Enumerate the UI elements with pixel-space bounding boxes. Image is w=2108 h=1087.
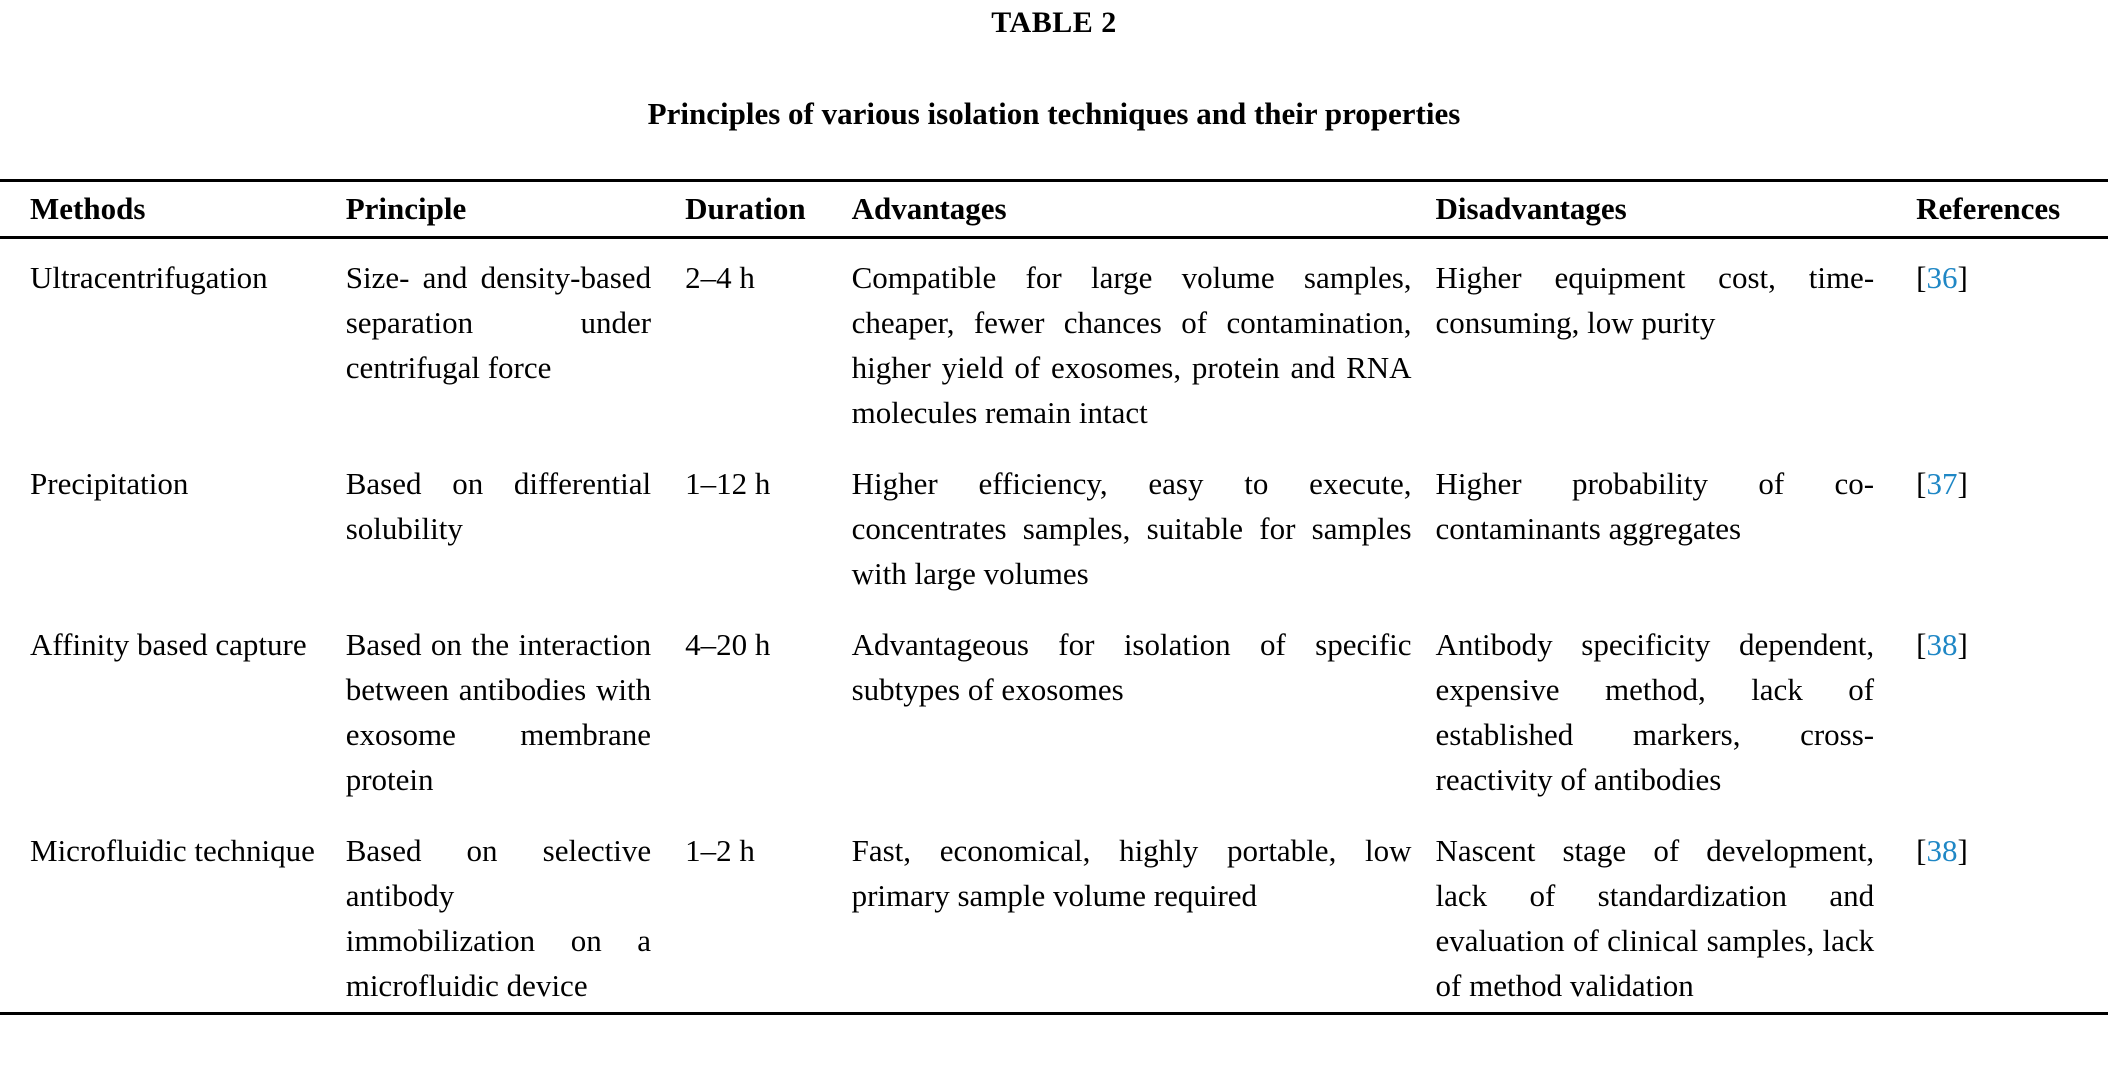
header-row	[0, 181, 2108, 238]
table-row	[0, 447, 2108, 608]
ref-bracket-close: ]	[1957, 627, 1968, 662]
ref-bracket-open: [	[1916, 466, 1927, 501]
method-cell: Ultracentrifugation	[30, 260, 268, 295]
ref-bracket-open: [	[1916, 260, 1927, 295]
column-header-duration: Duration	[685, 181, 852, 238]
disadvantages-cell: Higher equipment cost, time-consuming, low purity	[1435, 260, 1875, 340]
reference-cell	[1916, 608, 2108, 814]
table-row	[0, 608, 2108, 814]
reference-cell	[1916, 447, 2108, 608]
principle-cell: Based on the interaction between antibodies with exosome membrane protein	[345, 627, 652, 797]
reference-cell	[1916, 238, 2108, 448]
duration-cell: 1–12 h	[685, 466, 771, 501]
table-row	[0, 814, 2108, 1014]
principle-cell: Size- and density-based separation under centrifugal force	[345, 260, 652, 385]
reference-link[interactable]: 36	[1926, 260, 1958, 295]
disadvantages-cell: Higher probability of co-contaminants aggregates	[1435, 466, 1875, 546]
ref-bracket-open: [	[1916, 833, 1927, 868]
advantages-cell: Higher efficiency, easy to execute, concentrates samples, suitable for samples with large volumes	[851, 466, 1412, 591]
column-header-advantages: Advantages	[852, 181, 1436, 238]
duration-cell: 4–20 h	[685, 627, 771, 662]
method-cell: Microfluidic technique	[30, 833, 315, 868]
reference-link[interactable]: 38	[1926, 627, 1958, 662]
table-caption: Principles of various isolation techniques and their properties	[647, 96, 1461, 131]
ref-bracket-close: ]	[1957, 833, 1968, 868]
advantages-cell: Advantageous for isolation of specific subtypes of exosomes	[851, 627, 1412, 707]
isolation-techniques-table	[0, 179, 2108, 1015]
method-cell: Precipitation	[30, 466, 189, 501]
reference-cell	[1916, 814, 2108, 1014]
method-cell: Affinity based capture	[30, 627, 307, 662]
table-label: TABLE 2	[991, 6, 1117, 39]
advantages-cell: Fast, economical, highly portable, low primary sample volume required	[851, 833, 1412, 913]
column-header-references: References	[1916, 181, 2108, 238]
column-header-methods: Methods	[0, 181, 346, 238]
reference-link[interactable]: 38	[1926, 833, 1958, 868]
disadvantages-cell: Antibody specificity dependent, expensive method, lack of established markers, cross-reactivity of antibodies	[1435, 627, 1875, 797]
disadvantages-cell: Nascent stage of development, lack of standardization and evaluation of clinical samples, lack of method validation	[1435, 833, 1875, 1003]
principle-cell: Based on selective antibody immobilization on a microfluidic device	[345, 833, 652, 1003]
ref-bracket-close: ]	[1957, 260, 1968, 295]
duration-cell: 1–2 h	[685, 833, 755, 868]
advantages-cell: Compatible for large volume samples, cheaper, fewer chances of contamination, higher yield of exosomes, protein and RNA molecules remain intact	[851, 260, 1412, 430]
ref-bracket-close: ]	[1957, 466, 1968, 501]
reference-link[interactable]: 37	[1926, 466, 1958, 501]
ref-bracket-open: [	[1916, 627, 1927, 662]
table-row	[0, 238, 2108, 448]
column-header-disadvantages: Disadvantages	[1436, 181, 1917, 238]
duration-cell: 2–4 h	[685, 260, 755, 295]
principle-cell: Based on differential solubility	[345, 466, 652, 546]
column-header-principle: Principle	[346, 181, 685, 238]
